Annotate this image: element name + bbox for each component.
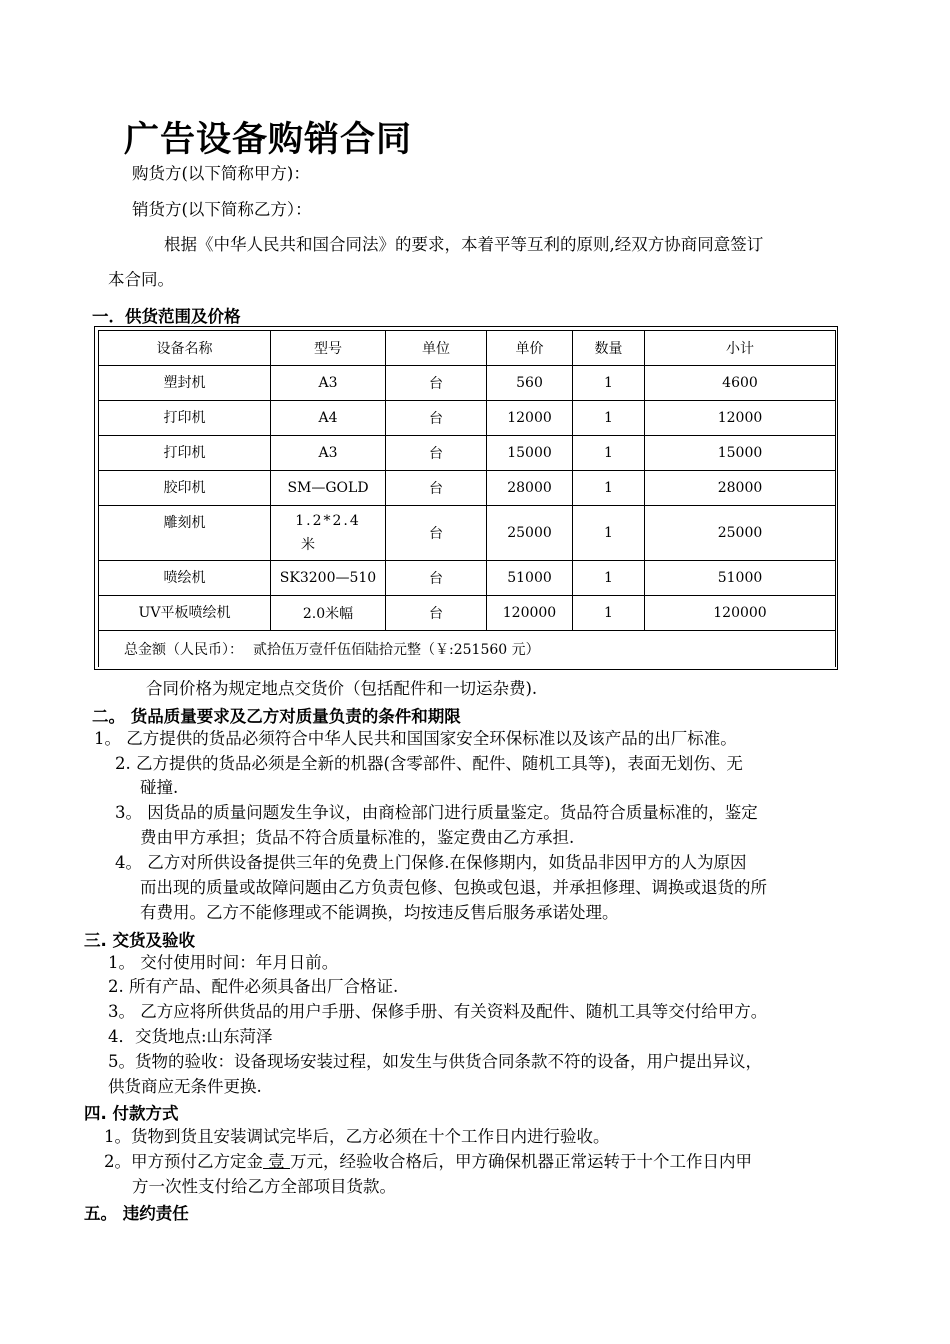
equipment-name: UV平板喷绘机 (99, 596, 271, 631)
price-table (98, 330, 836, 667)
s3-item1: 1。 交付使用时间：年月日前。 (108, 953, 339, 972)
buyer-line: 购货方(以下简称甲方)： (132, 164, 310, 183)
s4-item2-line2: 方一次性支付给乙方全部项目货款。 (132, 1177, 396, 1196)
table-row (99, 471, 836, 506)
s2-item4-line3: 有费用。乙方不能修理或不能调换，均按违反售后服务承诺处理。 (140, 903, 619, 922)
table-row (99, 366, 836, 401)
header-cell: 数量 (573, 331, 645, 366)
equipment-qty: 1 (573, 436, 645, 471)
header-cell: 单位 (386, 331, 487, 366)
section4-heading: 四. 付款方式 (84, 1104, 179, 1123)
equipment-unit: 台 (386, 471, 487, 506)
equipment-subtotal: 51000 (645, 561, 836, 596)
equipment-subtotal: 25000 (645, 506, 836, 561)
intro-paragraph-line2: 本合同。 (108, 270, 174, 289)
equipment-qty: 1 (573, 561, 645, 596)
equipment-name: 打印机 (99, 401, 271, 436)
header-cell: 型号 (271, 331, 386, 366)
deposit-amount: 壹 (263, 1152, 290, 1171)
equipment-name: 打印机 (99, 436, 271, 471)
s2-item1: 1。 乙方提供的货品必须符合中华人民共和国国家安全环保标准以及该产品的出厂标准。 (94, 729, 737, 748)
total-value: 贰拾伍万壹仟伍佰陆拾元整（￥:251560 元） (253, 642, 540, 658)
equipment-unit: 台 (386, 506, 487, 561)
table-row (99, 436, 836, 471)
s2-item2-line1: 2. 乙方提供的货品必须是全新的机器(含零部件、配件、随机工具等)，表面无划伤、无 (115, 754, 743, 773)
model-line: 米 (301, 537, 315, 553)
s2-item3-line1: 3。 因货品的质量问题发生争议，由商检部门进行质量鉴定。货品符合质量标准的，鉴定 (115, 803, 758, 822)
s4-item2-line1 (104, 1150, 752, 1174)
model-line: 1.2*2.4 (295, 513, 361, 529)
s3-item5-line2: 供货商应无条件更换. (108, 1077, 262, 1096)
section5-heading: 五。 违约责任 (84, 1204, 189, 1223)
equipment-price: 12000 (487, 401, 573, 436)
s2-item4-line2: 而出现的质量或故障问题由乙方负责包修、包换或包退，并承担修理、调换或退货的所 (140, 878, 767, 897)
equipment-subtotal: 15000 (645, 436, 836, 471)
s2-item4-line1: 4。 乙方对所供设备提供三年的免费上门保修.在保修期内，如货品非因甲方的人为原因 (115, 853, 747, 872)
equipment-qty: 1 (573, 471, 645, 506)
s3-item2: 2. 所有产品、配件必须具备出厂合格证. (108, 977, 399, 996)
header-cell: 单价 (487, 331, 573, 366)
equipment-price: 28000 (487, 471, 573, 506)
equipment-subtotal: 12000 (645, 401, 836, 436)
equipment-model (271, 506, 386, 561)
s4-item2-prefix: 2。甲方预付乙方定金 (104, 1152, 263, 1171)
equipment-qty: 1 (573, 366, 645, 401)
equipment-name: 塑封机 (99, 366, 271, 401)
equipment-model: SK3200—510 (271, 561, 386, 596)
document-title: 广告设备购销合同 (124, 120, 413, 160)
equipment-unit: 台 (386, 436, 487, 471)
equipment-model: SM—GOLD (271, 471, 386, 506)
total-amount-cell (99, 631, 836, 668)
table-row (99, 561, 836, 596)
intro-paragraph-line1: 根据《中华人民共和国合同法》的要求，本着平等互利的原则,经双方协商同意签订 (164, 235, 764, 254)
equipment-price: 15000 (487, 436, 573, 471)
header-cell: 小计 (645, 331, 836, 366)
s3-item4: 4．交货地点:山东菏泽 (108, 1027, 273, 1046)
header-cell: 设备名称 (99, 331, 271, 366)
table-header-row (99, 331, 836, 366)
s4-item2-suffix: 万元，经验收合格后，甲方确保机器正常运转于十个工作日内甲 (290, 1152, 752, 1171)
equipment-name: 喷绘机 (99, 561, 271, 596)
equipment-model: A4 (271, 401, 386, 436)
total-label: 总金额（人民币）： (124, 642, 243, 658)
section2-heading: 二。 货品质量要求及乙方对质量负责的条件和期限 (92, 707, 461, 726)
equipment-qty: 1 (573, 596, 645, 631)
s4-item1: 1。货物到货且安装调试完毕后，乙方必须在十个工作日内进行验收。 (104, 1127, 610, 1146)
s3-item5-line1: 5。货物的验收：设备现场安装过程，如发生与供货合同条款不符的设备，用户提出异议， (108, 1052, 762, 1071)
table-row (99, 506, 836, 561)
table-total-row (99, 631, 836, 668)
s2-item3-line2: 费由甲方承担；货品不符合质量标准的，鉴定费由乙方承担. (140, 828, 575, 847)
equipment-model: 2.0米幅 (271, 596, 386, 631)
equipment-subtotal: 28000 (645, 471, 836, 506)
equipment-price: 120000 (487, 596, 573, 631)
section1-heading: 一．供货范围及价格 (92, 307, 241, 326)
equipment-qty: 1 (573, 401, 645, 436)
equipment-subtotal: 4600 (645, 366, 836, 401)
equipment-unit: 台 (386, 366, 487, 401)
equipment-subtotal: 120000 (645, 596, 836, 631)
s2-item2-line2: 碰撞. (140, 778, 179, 797)
equipment-name: 雕刻机 (99, 506, 271, 561)
seller-line: 销货方(以下简称乙方）： (132, 200, 312, 219)
table-row (99, 401, 836, 436)
equipment-qty: 1 (573, 506, 645, 561)
equipment-model: A3 (271, 366, 386, 401)
equipment-unit: 台 (386, 596, 487, 631)
section3-heading: 三. 交货及验收 (84, 931, 196, 950)
price-table-frame (94, 326, 838, 670)
equipment-price: 51000 (487, 561, 573, 596)
equipment-name: 胶印机 (99, 471, 271, 506)
equipment-unit: 台 (386, 561, 487, 596)
equipment-price: 560 (487, 366, 573, 401)
equipment-price: 25000 (487, 506, 573, 561)
table-row (99, 596, 836, 631)
equipment-unit: 台 (386, 401, 487, 436)
s3-item3: 3。 乙方应将所供货品的用户手册、保修手册、有关资料及配件、随机工具等交付给甲方。 (108, 1002, 768, 1021)
price-note: 合同价格为规定地点交货价（包括配件和一切运杂费). (146, 679, 538, 698)
equipment-model: A3 (271, 436, 386, 471)
